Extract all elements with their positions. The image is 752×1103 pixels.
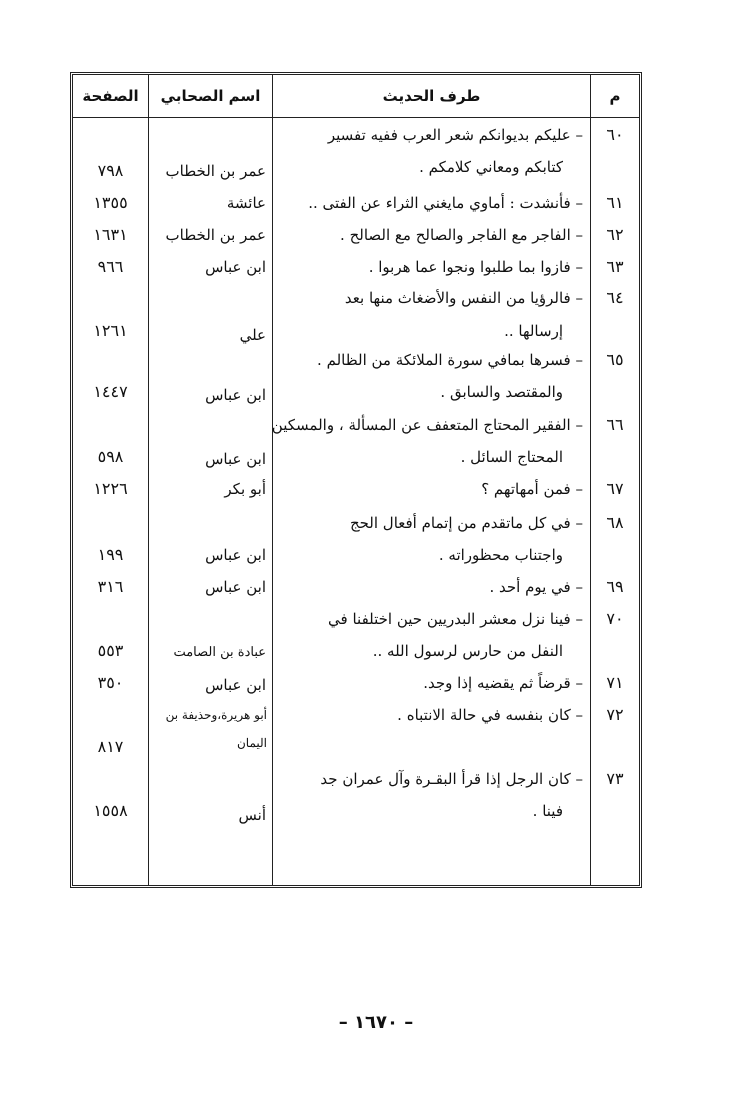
page-ref: ١٥٥٨ xyxy=(93,801,128,820)
row-number: ٦٦ xyxy=(606,415,624,434)
row-number: ٦٧ xyxy=(606,479,624,498)
row-number: ٧٣ xyxy=(606,769,624,788)
column-divider xyxy=(148,75,149,885)
companion-name: ابن عباس xyxy=(205,546,266,564)
row-number: ٦٨ xyxy=(606,513,624,532)
row-number: ٦٩ xyxy=(606,577,624,596)
hadith-line: النفل من حارس لرسول الله .. xyxy=(372,642,563,660)
page-ref: ٥٩٨ xyxy=(97,447,124,466)
hadith-line: – فازوا بما طلبوا ونجوا عما هربوا . xyxy=(368,258,583,276)
row-number: ٦٥ xyxy=(606,350,624,369)
index-table xyxy=(70,72,642,888)
page-ref: ١٦٣١ xyxy=(93,225,128,244)
row-number: ٦٠ xyxy=(606,125,624,144)
page-number: – ١٦٧٠ – xyxy=(338,1012,414,1033)
hadith-line: فينا . xyxy=(532,802,563,820)
companion-name: ابن عباس xyxy=(205,578,266,596)
hadith-line: – عليكم بديوانكم شعر العرب ففيه تفسير xyxy=(327,126,583,144)
row-number: ٦١ xyxy=(606,193,624,212)
hadith-line: إرسالها .. xyxy=(504,322,563,340)
page-ref: ٧٩٨ xyxy=(97,161,124,180)
companion-name: علي xyxy=(239,326,266,344)
hadith-line: – فسرها بمافي سورة الملائكة من الظالم . xyxy=(317,351,583,369)
hadith-line: كتابكم ومعاني كلامكم . xyxy=(419,158,563,176)
hadith-line: والمقتصد والسابق . xyxy=(440,383,563,401)
page-ref: ٥٥٣ xyxy=(97,641,124,660)
row-number: ٦٣ xyxy=(606,257,624,276)
hadith-line: – كان الرجل إذا قرأ البقـرة وآل عمران جد xyxy=(320,770,583,788)
page-ref: ٨١٧ xyxy=(97,737,124,756)
hadith-line: – فينا نزل معشر البدريين حين اختلفنا في xyxy=(328,610,583,628)
header-companion: اسم الصحابي xyxy=(160,87,261,105)
companion-name: عائشة xyxy=(226,194,266,212)
page-ref: ١٢٢٦ xyxy=(93,479,128,498)
hadith-line: – الفقير المحتاج المتعفف عن المسألة ، والمسكين xyxy=(271,416,583,434)
row-number: ٦٢ xyxy=(606,225,624,244)
companion-name: عمر بن الخطاب xyxy=(165,162,266,180)
hadith-line: واجتناب محظوراته . xyxy=(438,546,563,564)
row-number: ٧٢ xyxy=(606,705,624,724)
hadith-line: – كان بنفسه في حالة الانتباه . xyxy=(397,706,583,724)
page-ref: ٩٦٦ xyxy=(97,257,124,276)
page-ref: ١٢٦١ xyxy=(93,321,128,340)
header-hadith: طرف الحديث xyxy=(382,87,481,105)
companion-name: أنس xyxy=(238,806,266,824)
companion-name: اليمان xyxy=(236,736,267,750)
page-ref: ٣٥٠ xyxy=(97,673,124,692)
hadith-line: – قرضاً ثم يقضيه إذا وجد. xyxy=(423,674,583,692)
page-ref: ١٣٥٥ xyxy=(93,193,128,212)
row-number: ٧١ xyxy=(606,673,624,692)
hadith-line: المحتاج السائل . xyxy=(460,448,563,466)
companion-name: عمر بن الخطاب xyxy=(165,226,266,244)
hadith-line: – في كل ماتقدم من إتمام أفعال الحج xyxy=(349,514,583,532)
companion-name: ابن عباس xyxy=(205,386,266,404)
header-number: م xyxy=(609,87,621,105)
companion-name: ابن عباس xyxy=(205,676,266,694)
companion-name: أبو هريرة،وحذيفة بن xyxy=(165,708,267,722)
hadith-line: – فالرؤيا من النفس والأضغاث منها بعد xyxy=(344,289,583,307)
companion-name: أبو بكر xyxy=(224,480,266,498)
hadith-line: – في يوم أحد . xyxy=(489,578,583,596)
hadith-line: – الفاجر مع الفاجر والصالح مع الصالح . xyxy=(340,226,583,244)
header-divider xyxy=(73,117,639,118)
page-ref: ٣١٦ xyxy=(97,577,124,596)
row-number: ٦٤ xyxy=(606,288,624,307)
header-page: الصفحة xyxy=(82,87,139,105)
companion-name: عبادة بن الصامت xyxy=(173,645,266,660)
companion-name: ابن عباس xyxy=(205,258,266,276)
row-number: ٧٠ xyxy=(606,609,624,628)
page-ref: ١٤٤٧ xyxy=(93,382,128,401)
hadith-line: – فمن أمهاتهم ؟ xyxy=(481,480,583,498)
companion-name: ابن عباس xyxy=(205,450,266,468)
hadith-line: – فأنشدت : أماوي مايغني الثراء عن الفتى .. xyxy=(308,194,583,212)
page-ref: ١٩٩ xyxy=(97,545,124,564)
